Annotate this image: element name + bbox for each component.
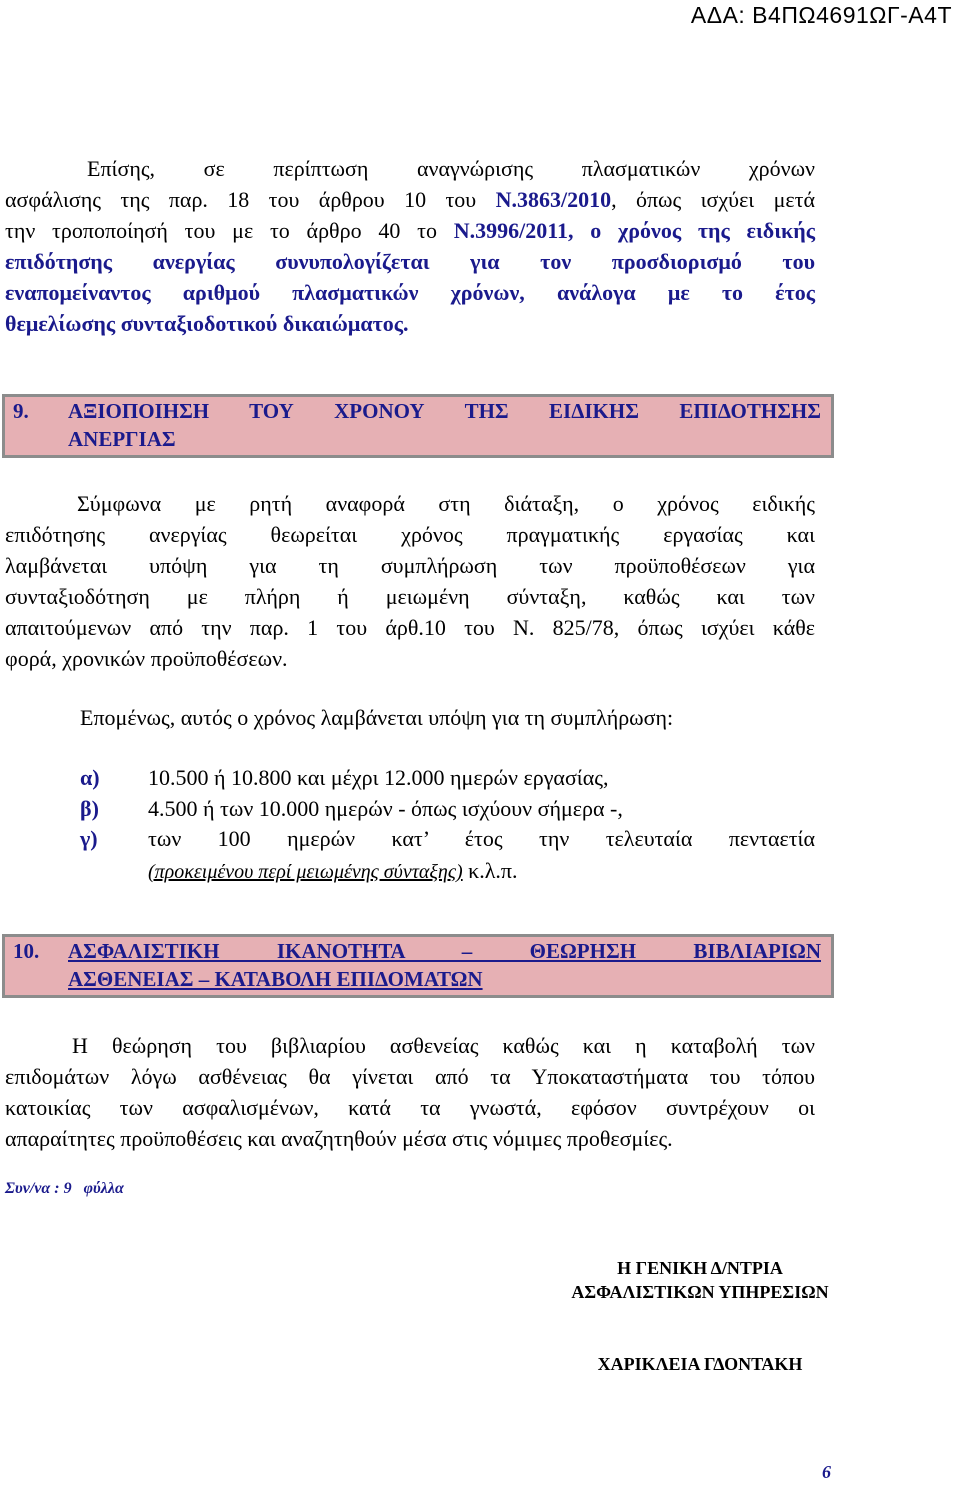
s9-body-line-5: απαιτούμενων από την παρ. 1 του άρθ.10 του Ν. 825/78, όπως ισχύει κάθε — [5, 615, 815, 640]
section-10-number: 10. — [13, 939, 40, 963]
section-9-body — [5, 488, 815, 674]
s10-body-line-4: απαραίτητες προϋποθέσεις και αναζητηθούν μέσα στις νόμιμες προθεσμίες. — [5, 1126, 673, 1151]
signature-line-2: ΑΣΦΑΛΙΣΤΙΚΩΝ ΥΠΗΡΕΣΙΩΝ — [571, 1282, 829, 1302]
section-10-title-line-1: ΑΣΦΑΛΙΣΤΙΚΗ ΙΚΑΝΟΤΗΤΑ – ΘΕΩΡΗΣΗ ΒΙΒΛΙΑΡΙΩΝ — [68, 939, 821, 963]
section-9-lead — [80, 702, 820, 733]
s10-body-line-1: Η θεώρηση του βιβλιαρίου ασθενείας καθώς και η καταβολή των — [72, 1033, 815, 1058]
ada-code: ΑΔΑ: Β4ΠΩ4691ΩΓ-Α4Τ — [690, 2, 952, 28]
signature-line-1: Η ΓΕΝΙΚΗ Δ/ΝΤΡΙΑ — [617, 1258, 783, 1278]
s9-body-line-6: φορά, χρονικών προϋποθέσεων. — [5, 646, 288, 671]
list-item-text: 4.500 ή των 10.000 ημερών - όπως ισχύουν σήμερα -, — [148, 796, 623, 821]
intro-line-3: την τροποποίησή του με το άρθρο 40 το Ν.3996/2011, ο χρόνος της ειδικής — [5, 218, 815, 243]
s9-body-line-4: συνταξιοδότηση με πλήρη ή μειωμένη σύνταξη, καθώς και των — [5, 584, 815, 609]
note-italic: (προκειμένου περί μειωμένης σύνταξης) — [148, 861, 463, 883]
section-9-title-line-1: ΑΞΙΟΠΟΙΗΣΗ ΤΟΥ ΧΡΟΝΟΥ ΤΗΣ ΕΙΔΙΚΗΣ ΕΠΙΔΟΤΗΣΗΣ — [68, 399, 821, 423]
s10-body-line-3: κατοικίας των ασφαλισμένων, κατά τα γνωστά, εφόσον συντρέχουν οι — [5, 1095, 815, 1120]
attachments-note: Συν/να : 9 φύλλα — [5, 1180, 124, 1197]
s10-body-line-2: επιδομάτων λόγω ασθένειας θα γίνεται από τα Υποκαταστήματα του τόπου — [5, 1064, 815, 1089]
law-ref-3863: Ν.3863/2010 — [495, 187, 612, 212]
list-marker: α) — [80, 765, 100, 790]
s9-body-line-2: επιδότησης ανεργίας θεωρείται χρόνος πραγματικής εργασίας και — [5, 522, 815, 547]
s9-body-line-3: λαμβάνεται υπόψη για τη συμπλήρωση των προϋποθέσεων για — [5, 553, 815, 578]
s9-body-line-1: Σύμφωνα με ρητή αναφορά στη διάταξη, ο χρόνος ειδικής — [77, 491, 815, 516]
section-9-number: 9. — [13, 399, 29, 423]
intro-line-1: Επίσης, σε περίπτωση αναγνώρισης πλασματικών χρόνων — [87, 156, 815, 181]
intro-line-5: εναπομείναντος αριθμού πλασματικών χρόνων, ανάλογα με το έτος — [5, 280, 815, 305]
list-item-text: των 100 ημερών κατ’ έτος την τελευταία πενταετία — [148, 826, 815, 851]
section-10-body — [5, 1030, 815, 1154]
section-9-heading — [2, 394, 834, 458]
note-tail: κ.λ.π. — [462, 858, 518, 883]
signatory-name: ΧΑΡΙΚΛΕΙΑ ΓΔΟΝΤΑΚΗ — [597, 1354, 803, 1374]
list-item-text: 10.500 ή 10.800 και μέχρι 12.000 ημερών εργασίας, — [148, 765, 609, 790]
intro-line-4: επιδότησης ανεργίας συνυπολογίζεται για τον προσδιορισμό του — [5, 249, 815, 274]
intro-paragraph — [5, 153, 815, 339]
section-9-title-line-2: ΑΝΕΡΓΙΑΣ — [68, 427, 176, 451]
s9-lead-text: Επομένως, αυτός ο χρόνος λαμβάνεται υπόψη για τη συμπλήρωση: — [80, 705, 674, 730]
list-marker: γ) — [80, 826, 98, 851]
list-marker: β) — [80, 796, 99, 821]
section-10-title-line-2: ΑΣΘΕΝΕΙΑΣ – ΚΑΤΑΒΟΛΗ ΕΠΙΔΟΜΑΤΩΝ — [68, 967, 483, 991]
law-ref-3996: Ν.3996/2011, ο χρόνος της ειδικής — [453, 218, 815, 243]
section-10-heading — [2, 934, 834, 998]
intro-line-6: θεμελίωσης συνταξιοδοτικού δικαιώματος. — [5, 311, 409, 336]
intro-line-2: ασφάλισης της παρ. 18 του άρθρου 10 του Ν.3863/2010, όπως ισχύει μετά — [5, 187, 816, 212]
page-number: 6 — [822, 1462, 831, 1482]
